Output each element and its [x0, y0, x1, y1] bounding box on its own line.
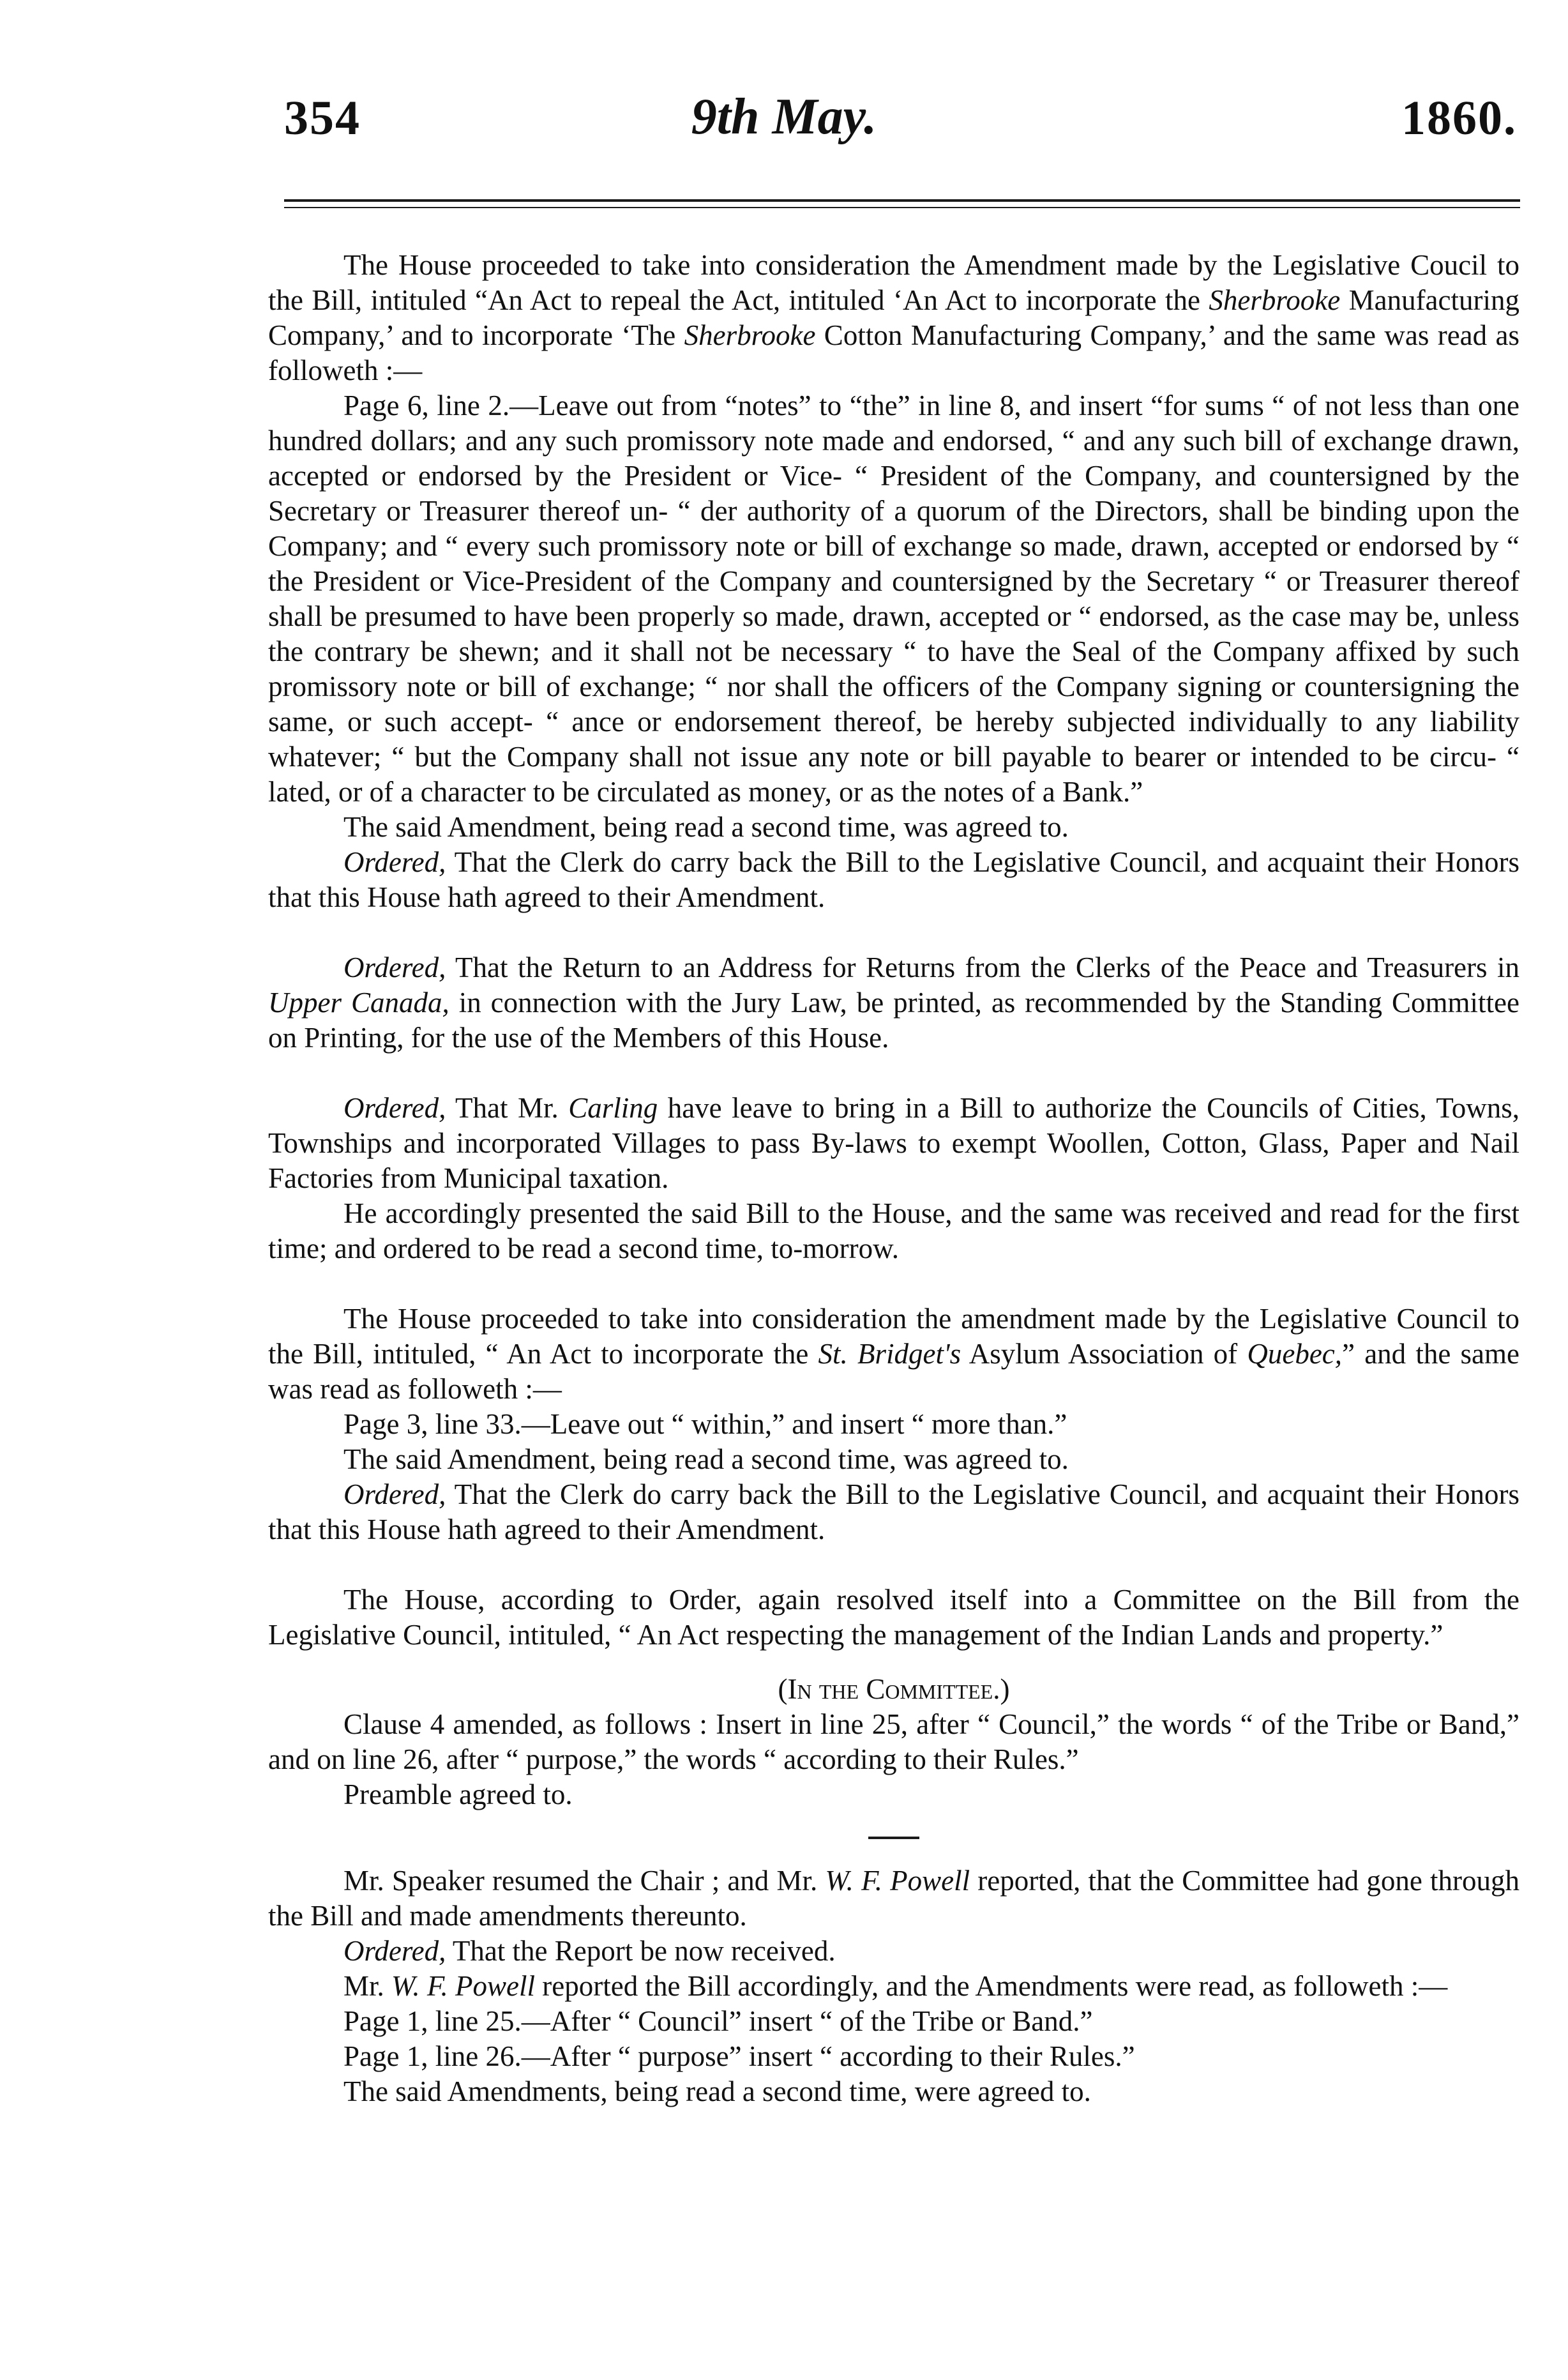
indian-preamble: Preamble agreed to. [343, 1778, 573, 1810]
carling-presented: He accordingly presented the said Bill to the House, and the same was received and read for the first time; and ordered to be read a second time, to-morrow. [268, 1197, 1519, 1264]
jury-ordered: Ordered, That the Return to an Address for Returns from the Clerks of the Peace and Treasurers in Upper Canada, in connection with the Jury Law, be printed, as recommended by the Standing Committee on Printing, for the use of the Members of this House. [268, 951, 1519, 1054]
header-rule-thin [284, 207, 1520, 208]
sherbrooke-agreed: The said Amendment, being read a second time, was agreed to. [343, 811, 1069, 843]
page-year: 1860. [1401, 91, 1517, 145]
indian-final: The said Amendments, being read a second time, were agreed to. [343, 2075, 1091, 2107]
sherbrooke-ordered: Ordered, That the Clerk do carry back the Bill to the Legislative Council, and acquaint their Honors that this House hath agreed to their Amendment. [268, 846, 1519, 913]
bridget-intro: The House proceeded to take into consideration the amendment made by the Legislative Council to the Bill, intituled, “ An Act to incorporate the St. Bridget's Asylum Association of Quebec,” and the same was read as followeth :— [268, 1303, 1519, 1405]
bridget-agreed: The said Amendment, being read a second time, was agreed to. [343, 1443, 1069, 1475]
indian-amendment-2: Page 1, line 26.—After “ purpose” insert “ according to their Rules.” [343, 2040, 1135, 2072]
speaker-resumed: Mr. Speaker resumed the Chair ; and Mr. W. F. Powell reported, that the Committee had gone through the Bill and made amendments thereunto. [268, 1865, 1520, 1932]
journal-body [268, 248, 1519, 2109]
powell-reported: Mr. W. F. Powell reported the Bill accordingly, and the Amendments were read, as followeth :— [343, 1970, 1448, 2002]
report-ordered: Ordered, That the Report be now received. [343, 1935, 836, 1967]
bridget-amendment: Page 3, line 33.—Leave out “ within,” and insert “ more than.” [343, 1408, 1067, 1440]
sherbrooke-intro: The House proceeded to take into consideration the Amendment made by the Legislative Coucil to the Bill, intituled “An Act to repeal the Act, intituled ‘An Act to incorporate the Sherbrooke Manufacturing Company,’ and to incorporate ‘The Sherbrooke Cotton Manufacturing Company,’ and the same was read as followeth :— [268, 249, 1520, 386]
header-rule-thick [284, 199, 1520, 202]
indian-intro: The House, according to Order, again resolved itself into a Committee on the Bill from the Legislative Council, intituled, “ An Act respecting the management of the Indian Lands and property.” [268, 1584, 1519, 1651]
indian-amendment-1: Page 1, line 25.—After “ Council” insert “ of the Tribe or Band.” [343, 2005, 1093, 2037]
page-number: 354 [284, 91, 361, 145]
indian-clause: Clause 4 amended, as follows : Insert in line 25, after “ Council,” the words “ of the Tribe or Band,” and on line 26, after “ purpose,” the words “ according to their Rules.” [268, 1708, 1519, 1775]
page-date: 9th May. [691, 89, 877, 145]
sherbrooke-amendment: Page 6, line 2.—Leave out from “notes” to “the” in line 8, and insert “for sums “ of not less than one hundred dollars; and any such promissory note made and endorsed, “ and any such bill of exchange drawn, accepted or endorsed by the President or Vice- “ President of the Company, and countersigned by the Secretary or Treasurer thereof un- “ der authority of a quorum of the Directors, shall be binding upon the Company; and “ every such promissory note or bill of exchange so made, drawn, accepted or endorsed by “ the President or Vice-President of the Company and countersigned by the Secretary “ or Treasurer thereof shall be presumed to have been properly so made, drawn, accepted or “ endorsed, as the case may be, unless the contrary be shewn; and it shall not be necessary “ to have the Seal of the Company affixed by such promissory note or bill of exchange; “ nor shall the officers of the Company signing or countersigning the same, or such accept- “ ance or endorsement thereof, be hereby subjected individually to any liability whatever; “ but the Company shall not issue any note or bill payable to bearer or intended to be circu- “ lated, or of a character to be circulated as money, or as the notes of a Bank.” [268, 390, 1519, 808]
carling-ordered: Ordered, That Mr. Carling have leave to bring in a Bill to authorize the Councils of Cities, Towns, Townships and incorporated Villages to pass By-laws to exempt Woollen, Cotton, Glass, Paper and Nail Factories from Municipal taxation. [268, 1092, 1519, 1194]
section-divider [868, 1837, 919, 1839]
committee-heading: (In the Committee.) [778, 1673, 1010, 1705]
bridget-ordered: Ordered, That the Clerk do carry back the Bill to the Legislative Council, and acquaint their Honors that this House hath agreed to their Amendment. [268, 1478, 1519, 1545]
